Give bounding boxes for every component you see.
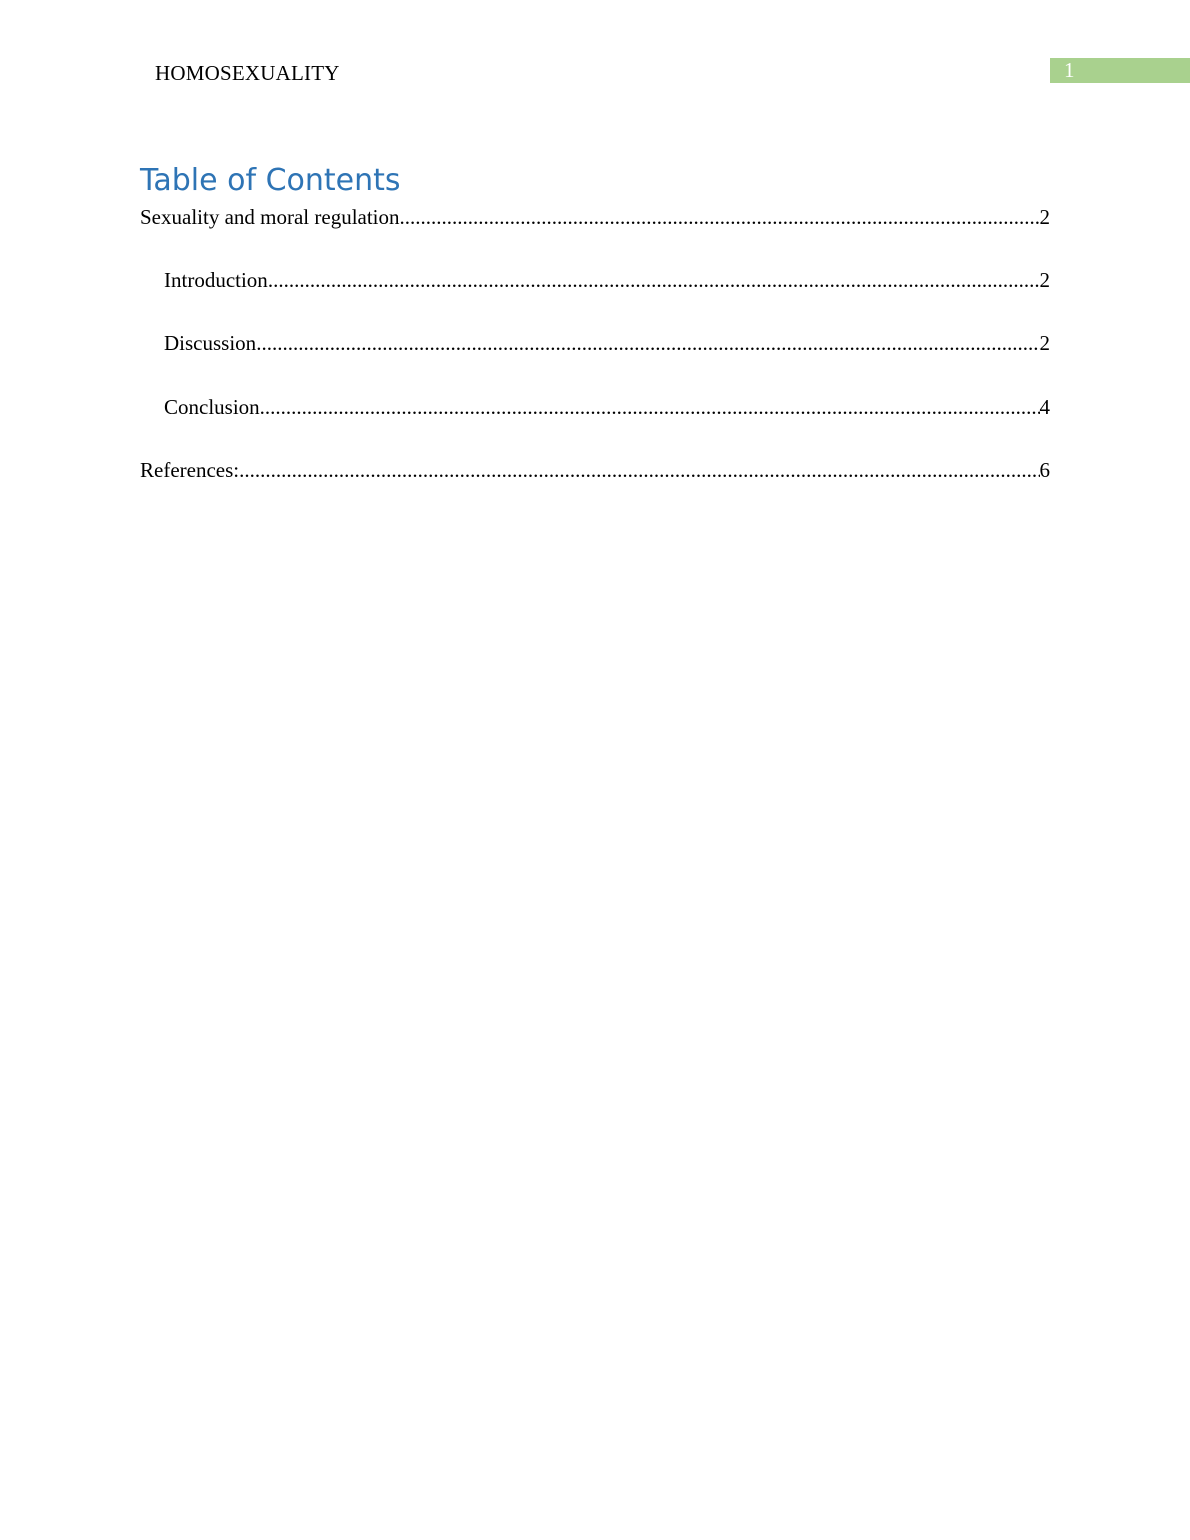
toc-dot-leader	[256, 329, 1039, 357]
toc-entry-text: Sexuality and moral regulation	[140, 205, 400, 229]
toc-entry-page: 2	[1039, 205, 1050, 229]
toc-entry-text: Introduction	[164, 268, 268, 292]
toc-title: Table of Contents	[140, 163, 401, 198]
toc-dot-leader	[239, 456, 1039, 484]
toc-entry-page: 4	[1039, 395, 1050, 419]
toc-dot-leader	[268, 266, 1040, 294]
toc-entry-introduction[interactable]	[164, 266, 1050, 294]
page-number-band	[1050, 58, 1190, 83]
toc-entry-conclusion[interactable]	[164, 393, 1050, 421]
running-head: HOMOSEXUALITY	[155, 61, 340, 85]
toc-dot-leader	[260, 393, 1040, 421]
toc-entry-references[interactable]	[140, 456, 1050, 484]
toc-entry-text: Conclusion	[164, 395, 260, 419]
toc-entry-text: Discussion	[164, 331, 257, 355]
page-number: 1	[1064, 58, 1075, 82]
toc-entry-text: References:	[140, 458, 240, 482]
toc-entry-page: 6	[1039, 458, 1050, 482]
toc-entry-discussion[interactable]	[164, 329, 1050, 357]
toc-entry-sexuality-and-moral-regulation[interactable]	[140, 203, 1050, 231]
toc-dot-leader	[400, 203, 1040, 231]
toc-entry-page: 2	[1039, 268, 1050, 292]
toc-entry-page: 2	[1039, 331, 1050, 355]
